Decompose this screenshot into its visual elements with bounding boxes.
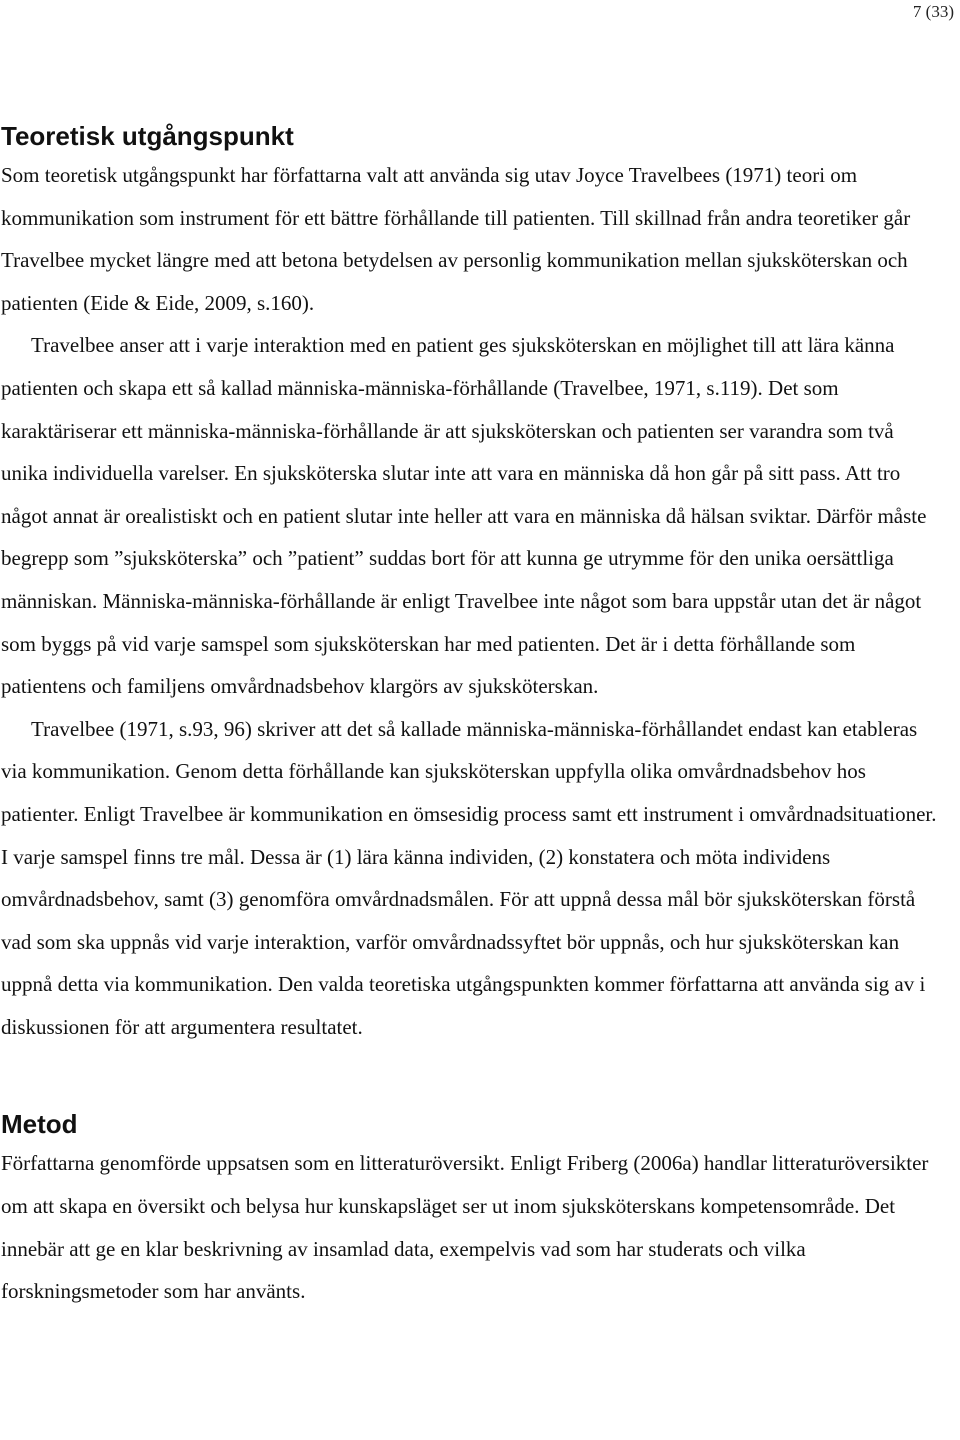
paragraph-theory-1: Som teoretisk utgångspunkt har författarna valt att använda sig utav Joyce Travelbees (1971) teori om kommunikation som instrument för ett bättre förhållande till patienten. Till skillnad från andra teoretiker går Travelbee mycket längre med att betona betydelsen av personlig kommunikation mellan sjuksköterskan och patienten (Eide & Eide, 2009, s.160). [1, 163, 911, 315]
document-body [0, 114, 938, 1313]
section-heading-method: Metod [1, 1109, 78, 1140]
page-number: 7 (33) [912, 2, 954, 21]
paragraph-theory-3: Travelbee (1971, s.93, 96) skriver att det så kallade människa-människa-förhållandet endast kan etableras via kommunikation. Genom detta förhållande kan sjuksköterskan uppfylla olika omvårdnadsbehov hos patienter. Enligt Travelbee är kommunikation en ömsesidig process samt ett instrument i omvårdnadsituationer. I varje samspel finns tre mål. Dessa är (1) lära känna individen, (2) konstatera och möta individens omvårdnadsbehov, samt (3) genomföra omvårdnadsmålen. För att uppnå dessa mål bör sjuksköterskan förstå vad som ska uppnås vid varje interaktion, varför omvårdnadssyftet bör uppnås, och hur sjuksköterskan kan uppnå detta via kommunikation. Den valda teoretiska utgångspunkten kommer författarna att använda sig av i diskussionen för att argumentera resultatet. [1, 716, 937, 1039]
paragraph-method-1: Författarna genomförde uppsatsen som en litteraturöversikt. Enligt Friberg (2006a) handlar litteraturöversikter om att skapa en översikt och belysa hur kunskapsläget ser ut inom sjuksköterskans kompetensområde. Det innebär att ge en klar beskrivning av insamlad data, exempelvis vad som har studerats och vilka forskningsmetoder som har använts. [1, 1151, 929, 1304]
section-spacer [0, 1048, 938, 1106]
section-heading-theory: Teoretisk utgångspunkt [1, 121, 294, 151]
paragraph-theory-2: Travelbee anser att i varje interaktion med en patient ges sjuksköterskan en möjlighet till att lära känna patienten och skapa ett så kallad människa-människa-förhållande (Travelbee, 1971, s.119). Det som karaktäriserar ett människa-människa-förhållande är att sjuksköterskan och patienten ser varandra som två unika individuella varelser. En sjuksköterska slutar inte att vara en människa då hon går på sitt pass. Att tro något annat är orealistiskt och en patient slutar inte heller att vara en människa då hälsan sviktar. Därför måste begrepp som ”sjuksköterska” och ”patient” suddas bort för att kunna ge utrymme för den unika oersättliga människan. Människa-människa-förhållande är enligt Travelbee inte något som bara uppstår utan det är något som byggs på vid varje samspel som sjuksköterskan har med patienten. Det är i detta förhållande som patientens och familjens omvårdnadsbehov klargörs av sjuksköterskan. [1, 333, 927, 699]
